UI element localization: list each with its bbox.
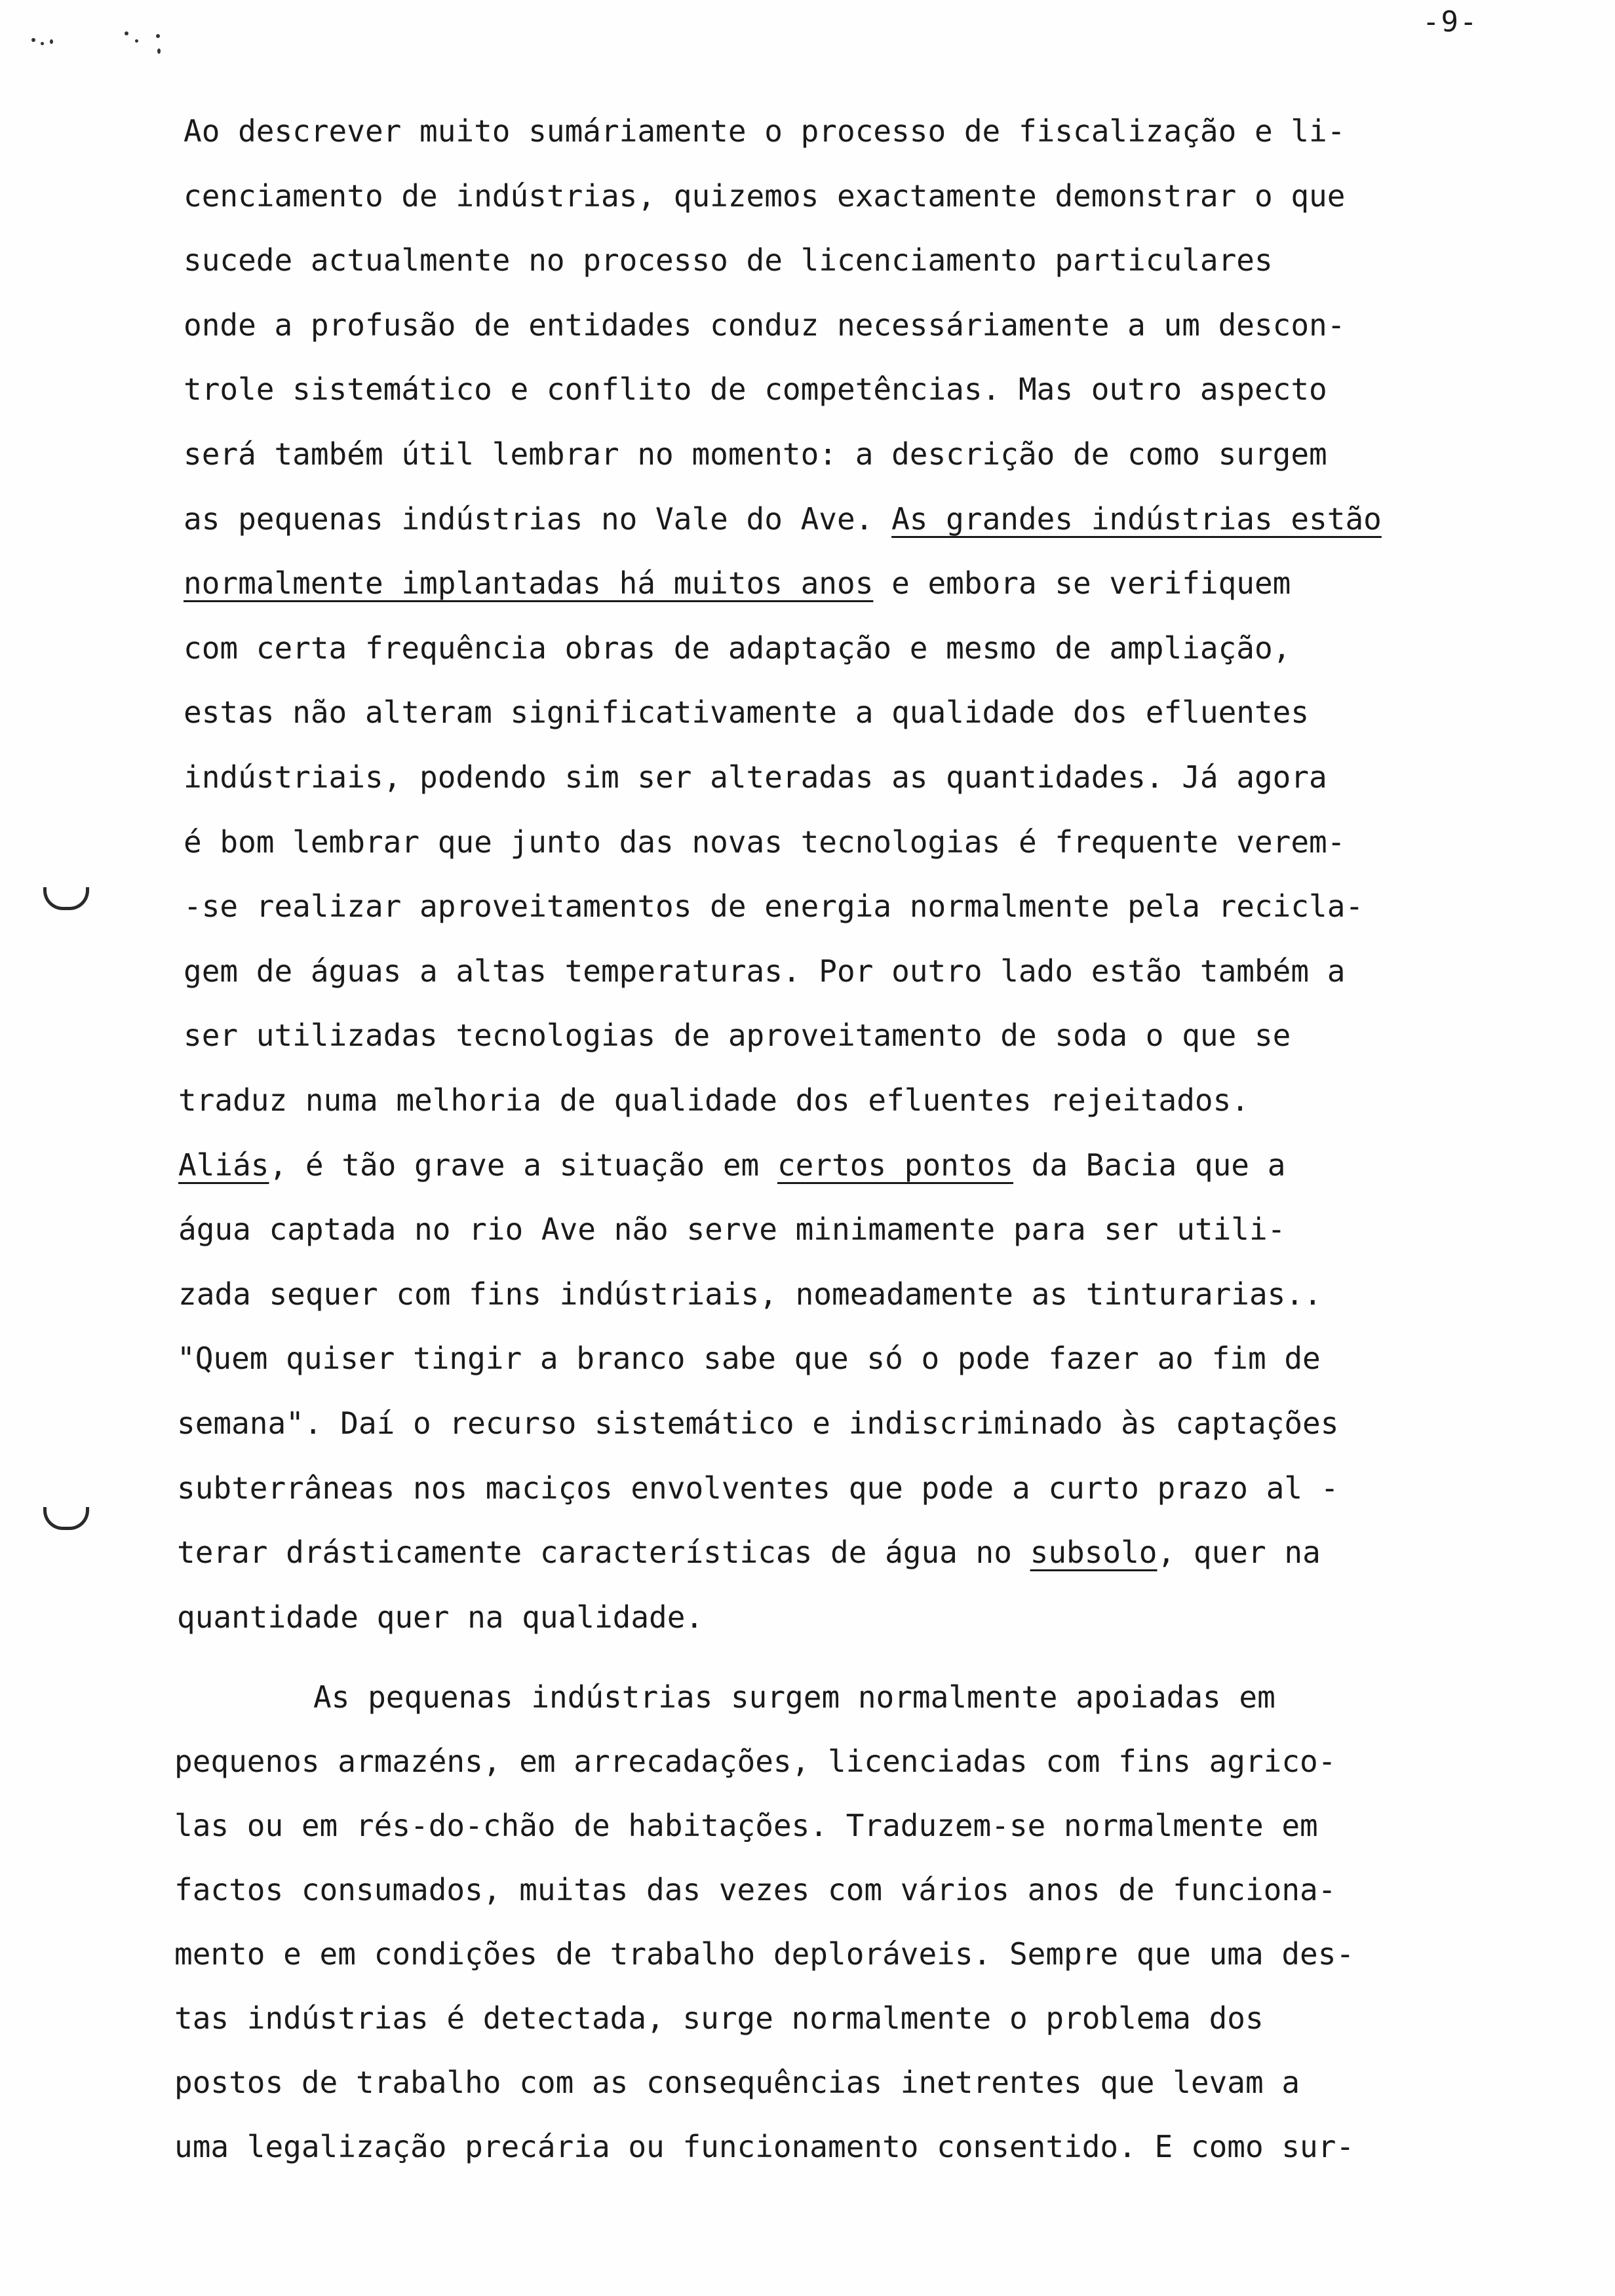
text-line [178,1145,1489,1185]
text-line [177,1533,1488,1572]
text-segment: factos consumados, muitas das vezes com vários anos de funciona- [174,1872,1336,1907]
scan-speck [41,42,44,45]
text-line [174,1999,1485,2038]
binding-hole-mark [43,1507,89,1530]
text-segment: gem de águas a altas temperaturas. Por outro lado estão também a [184,953,1346,989]
text-line [184,111,1494,151]
text-line [174,1806,1485,1845]
text-segment: uma legalização precária ou funcionamento consentido. E como sur- [174,2129,1355,2164]
text-segment: , quer na [1157,1535,1321,1570]
text-segment: água captada no rio Ave não serve minimamente para ser utili- [178,1212,1286,1247]
page-number: -9- [1422,5,1479,39]
text-segment: mento e em condições de trabalho deploráveis. Sempre que uma des- [174,1936,1355,1972]
text-segment: será também útil lembrar no momento: a descrição de como surgem [184,436,1327,472]
text-segment: semana". Daí o recurso sistemático e indiscriminado às captações [177,1406,1339,1441]
text-segment: e embora se verifiquem [873,565,1291,601]
text-segment: sucede actualmente no processo de licenciamento particulares [184,242,1273,278]
underlined-text: normalmente implantadas há muitos anos [184,565,874,601]
text-segment: "Quem quiser tingir a branco sabe que só o pode fazer ao fim de [177,1341,1321,1376]
text-line [184,499,1494,539]
text-segment: da Bacia que a [1013,1147,1286,1183]
underlined-text: As grandes indústrias estão [891,501,1382,537]
scan-speck [125,31,128,35]
text-line [178,1210,1489,1249]
text-segment: zada sequer com fins indústriais, nomeadamente as tinturarias.. [178,1276,1322,1312]
text-line [174,2127,1485,2166]
text-line [184,822,1494,862]
text-line [174,1870,1485,1909]
text-line [174,1742,1485,1781]
text-segment: com certa frequência obras de adaptação e mesmo de ampliação, [184,630,1291,666]
scan-speck [50,39,53,44]
text-line [178,1081,1489,1120]
text-line [184,951,1494,991]
text-line [184,370,1494,409]
text-segment: postos de trabalho com as consequências inetrentes que levam a [174,2065,1300,2100]
text-line [184,757,1494,797]
text-segment: traduz numa melhoria de qualidade dos efluentes rejeitados. [178,1082,1249,1118]
text-segment: Ao descrever muito sumáriamente o processo de fiscalização e li- [184,113,1346,149]
scan-speck [31,38,35,42]
text-segment: as pequenas indústrias no Vale do Ave. [184,501,892,537]
text-segment: estas não alteram significativamente a qualidade dos efluentes [184,695,1310,730]
text-line [184,887,1494,926]
text-line [184,1016,1494,1055]
text-line [184,240,1494,280]
text-segment: , é tão grave a situação em [269,1147,777,1183]
text-line [177,1404,1488,1443]
text-line [184,434,1494,474]
text-segment: quantidade quer na qualidade. [177,1599,704,1635]
text-line [178,1274,1489,1314]
scan-speck [135,39,138,43]
underlined-text: certos pontos [777,1147,1013,1183]
binding-hole-mark [43,887,89,910]
text-segment: terar drásticamente características de água no [177,1535,1030,1570]
underlined-text: Aliás [178,1147,269,1183]
text-segment: onde a profusão de entidades conduz necessáriamente a um descon- [184,307,1346,343]
scan-speck [157,48,161,54]
underlined-text: subsolo [1030,1535,1158,1570]
scan-speck [156,34,160,38]
text-line [184,564,1494,603]
text-line [184,628,1494,668]
text-line [184,176,1494,216]
text-line [177,1339,1488,1378]
text-line [174,2063,1485,2102]
text-line [177,1598,1488,1637]
text-line [184,693,1494,732]
text-line [184,305,1494,345]
text-segment: -se realizar aproveitamentos de energia normalmente pela recicla- [184,889,1364,924]
text-segment: trole sistemático e conflito de competências. Mas outro aspecto [184,372,1327,407]
text-segment: indústriais, podendo sim ser alteradas as quantidades. Já agora [184,759,1327,795]
text-segment: é bom lembrar que junto das novas tecnologias é frequente verem- [184,824,1346,860]
text-line [174,1934,1485,1974]
text-segment: ser utilizadas tecnologias de aproveitamento de soda o que se [184,1018,1291,1053]
text-segment: tas indústrias é detectada, surge normalmente o problema dos [174,2000,1264,2036]
text-line [313,1677,1615,1717]
text-segment: las ou em rés-do-chão de habitações. Traduzem-se normalmente em [174,1808,1318,1843]
text-segment: cenciamento de indústrias, quizemos exactamente demonstrar o que [184,178,1346,214]
text-segment: subterrâneas nos maciços envolventes que pode a curto prazo al - [177,1470,1339,1506]
text-segment: As pequenas indústrias surgem normalmente apoiadas em [313,1679,1275,1715]
text-segment: pequenos armazéns, em arrecadações, licenciadas com fins agrico- [174,1744,1336,1779]
text-line [177,1468,1488,1508]
